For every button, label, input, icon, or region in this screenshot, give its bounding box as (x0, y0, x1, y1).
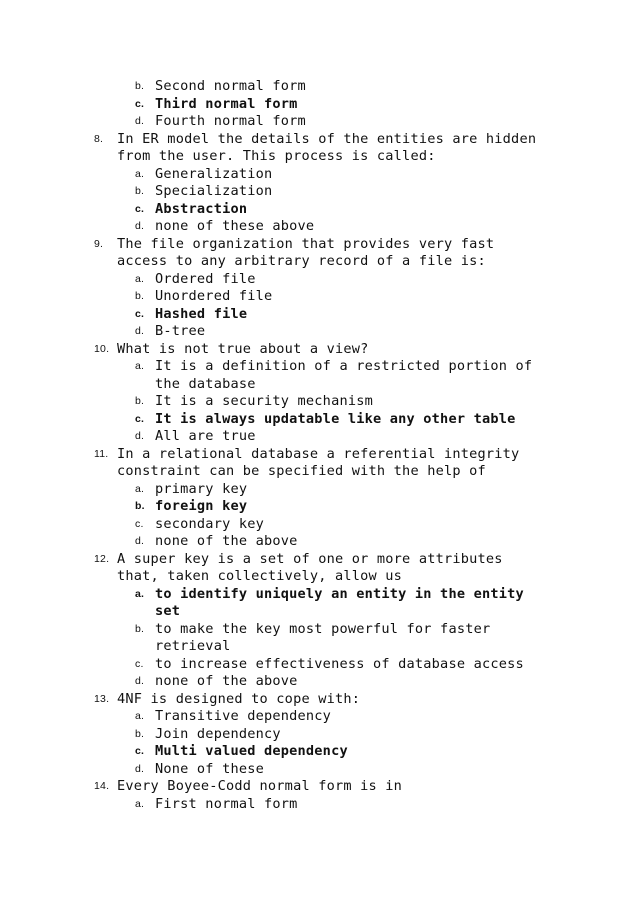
option-text-correct: It is always updatable like any other table (155, 410, 516, 427)
question-text: access to any arbitrary record of a file is: (117, 253, 486, 269)
question-line (0, 691, 638, 709)
option-text-correct: Third normal form (155, 95, 298, 112)
question-number: 9. (94, 237, 104, 250)
option-text: All are true (155, 428, 256, 444)
option-line (0, 761, 638, 779)
option-letter: d. (135, 430, 145, 442)
option-text: Ordered file (155, 270, 256, 287)
option-letter: d. (135, 535, 145, 547)
option-line (0, 533, 638, 551)
option-line (0, 393, 638, 411)
option-letter: a. (135, 482, 145, 495)
question-line (0, 148, 638, 166)
option-line (0, 218, 638, 236)
option-text: Generalization (155, 165, 273, 182)
option-line (0, 323, 638, 341)
question-text: In a relational database a referential integrity (117, 445, 520, 462)
option-letter: d. (135, 220, 145, 232)
option-text: Unordered file (155, 288, 273, 304)
question-text: that, taken collectively, allow us (117, 568, 403, 584)
option-letter: c. (135, 657, 144, 670)
option-text: Fourth normal form (155, 113, 306, 129)
option-letter: b. (135, 727, 145, 740)
question-line (0, 253, 638, 271)
option-text: secondary key (155, 515, 264, 532)
option-letter: b. (135, 395, 145, 407)
option-line (0, 96, 638, 114)
option-line (0, 796, 638, 814)
option-line (0, 481, 638, 499)
option-line (0, 271, 638, 289)
option-letter: b. (135, 500, 145, 512)
option-text-correct: Abstraction (155, 200, 248, 217)
question-line (0, 446, 638, 464)
document-page (0, 78, 638, 813)
option-text: It is a security mechanism (155, 393, 373, 409)
option-line (0, 708, 638, 726)
option-line (0, 201, 638, 219)
question-number: 11. (94, 447, 109, 460)
question-line (0, 778, 638, 796)
question-text: from the user. This process is called: (117, 148, 436, 164)
option-letter: a. (135, 587, 145, 600)
question-number: 12. (94, 552, 110, 565)
option-text-continued: set (155, 603, 181, 619)
option-text-correct: foreign key (155, 498, 248, 514)
question-text: Every Boyee-Codd normal form is in (117, 778, 403, 794)
option-line (0, 376, 638, 394)
option-letter: c. (135, 97, 145, 110)
option-line (0, 166, 638, 184)
option-text: none of these above (155, 218, 315, 234)
option-letter: a. (135, 797, 145, 810)
option-letter: d. (135, 115, 145, 127)
option-text-correct: Hashed file (155, 305, 248, 322)
option-text: It is a definition of a restricted portion of (155, 358, 533, 374)
option-letter: c. (135, 517, 144, 530)
question-text: 4NF is designed to cope with: (117, 690, 361, 707)
option-text: Transitive dependency (155, 708, 332, 724)
option-line (0, 603, 638, 621)
option-text-correct: Multi valued dependency (155, 743, 348, 759)
question-line (0, 551, 638, 569)
option-text: Second normal form (155, 78, 306, 94)
option-letter: c. (135, 202, 145, 215)
option-text: First normal form (155, 795, 298, 812)
option-line (0, 428, 638, 446)
question-number: 10. (94, 342, 110, 355)
option-text: None of these (155, 760, 264, 777)
option-text: B-tree (155, 323, 206, 339)
option-text-continued: the database (155, 375, 256, 392)
question-line (0, 463, 638, 481)
option-line (0, 586, 638, 604)
option-letter: d. (135, 325, 145, 337)
option-line (0, 743, 638, 761)
option-letter: b. (135, 80, 145, 92)
option-line (0, 113, 638, 131)
option-letter: d. (135, 675, 145, 687)
option-line (0, 306, 638, 324)
option-letter: a. (135, 272, 145, 285)
question-number: 14. (94, 780, 110, 792)
option-letter: b. (135, 185, 145, 197)
option-line (0, 673, 638, 691)
question-number: 13. (94, 692, 110, 705)
option-text: none of the above (155, 673, 298, 689)
option-letter: c. (135, 745, 145, 757)
option-line (0, 516, 638, 534)
option-text: to increase effectiveness of database access (155, 655, 524, 672)
option-text-correct: to identify uniquely an entity in the entity (155, 585, 524, 602)
question-text: In ER model the details of the entities are hidden (117, 130, 537, 147)
option-line (0, 726, 638, 744)
option-line (0, 638, 638, 656)
option-line (0, 498, 638, 516)
question-text: constraint can be specified with the help of (117, 463, 486, 479)
option-line (0, 656, 638, 674)
option-text: Specialization (155, 183, 273, 199)
option-letter: d. (135, 762, 145, 775)
question-line (0, 568, 638, 586)
option-line (0, 183, 638, 201)
option-line (0, 621, 638, 639)
option-line (0, 288, 638, 306)
option-line (0, 78, 638, 96)
question-line (0, 131, 638, 149)
question-line (0, 236, 638, 254)
question-number: 8. (94, 132, 104, 145)
question-text: The file organization that provides very fast (117, 235, 495, 252)
option-line (0, 411, 638, 429)
option-text: none of the above (155, 533, 298, 549)
option-letter: c. (135, 307, 145, 320)
option-letter: a. (135, 710, 145, 722)
question-text: A super key is a set of one or more attributes (117, 550, 503, 567)
option-text: to make the key most powerful for faster (155, 620, 491, 637)
question-text: What is not true about a view? (117, 340, 369, 357)
option-letter: b. (135, 622, 145, 635)
option-letter: c. (135, 412, 145, 425)
option-line (0, 358, 638, 376)
option-letter: a. (135, 360, 145, 372)
option-text-continued: retrieval (155, 638, 231, 654)
option-letter: b. (135, 290, 145, 302)
option-letter: a. (135, 167, 145, 180)
question-line (0, 341, 638, 359)
option-text: Join dependency (155, 725, 281, 742)
option-text: primary key (155, 480, 248, 497)
